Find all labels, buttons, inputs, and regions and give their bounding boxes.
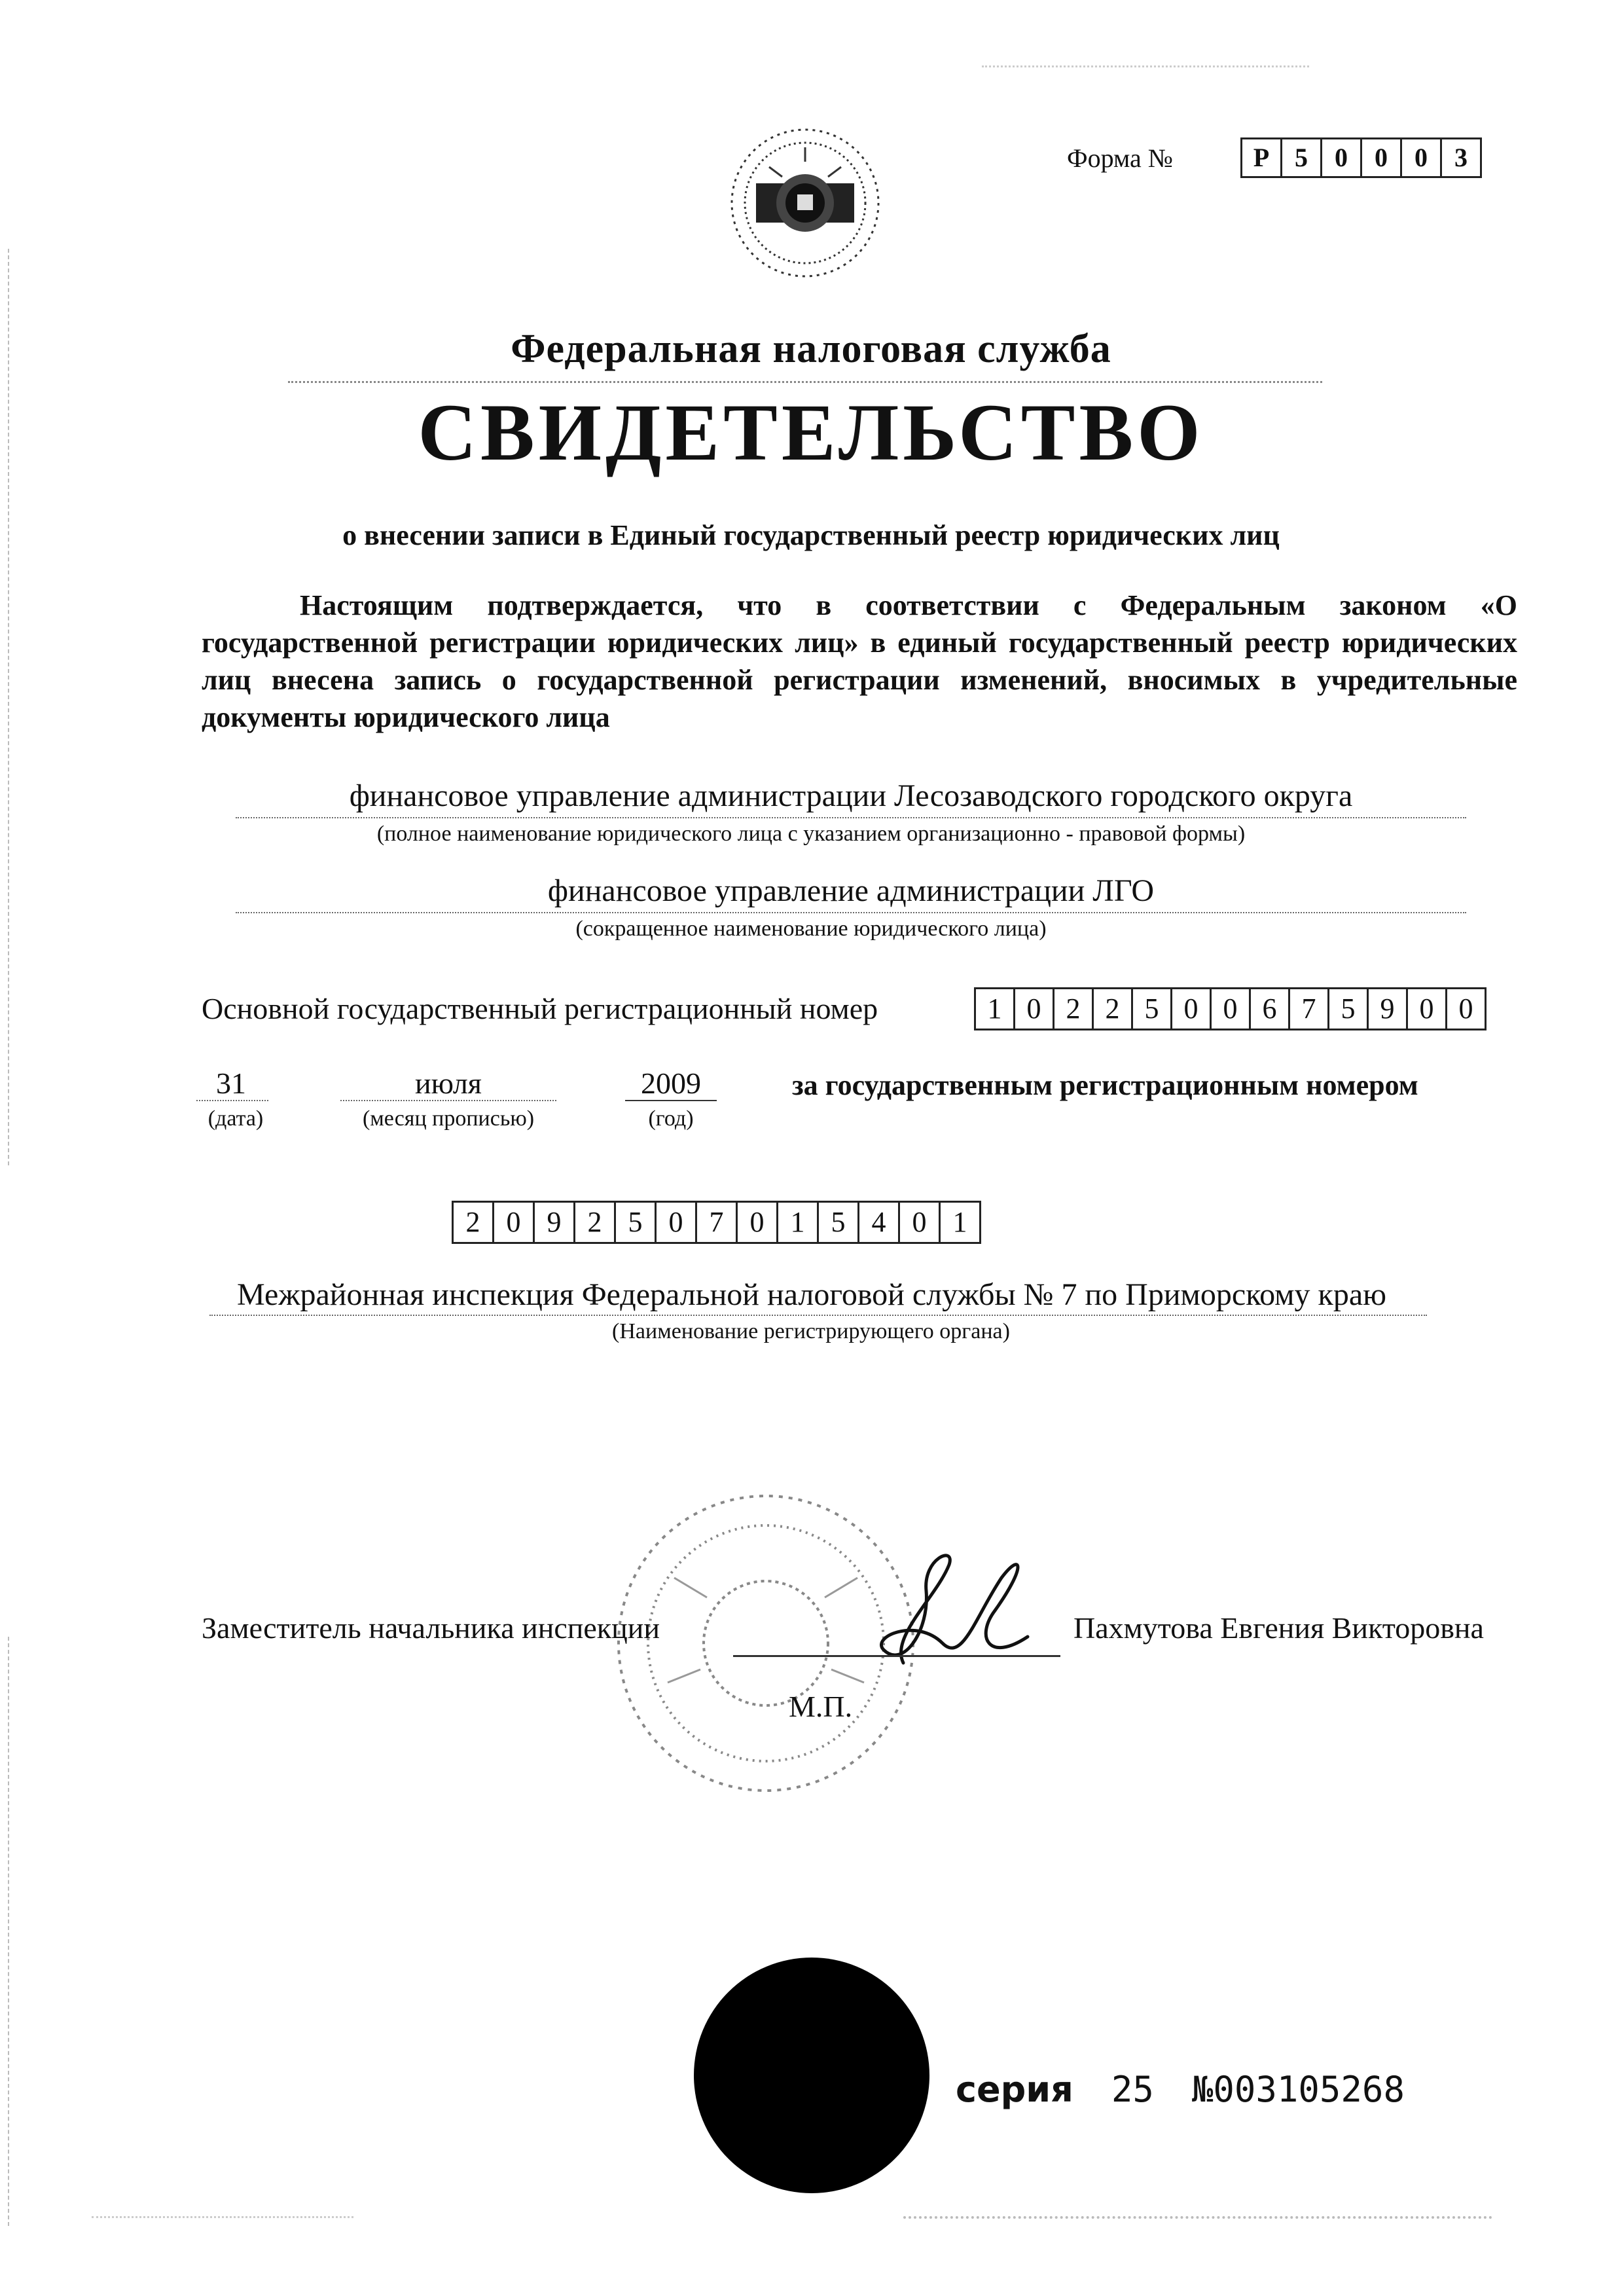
date-year-caption: (год): [648, 1106, 694, 1131]
date-month: июля: [415, 1066, 482, 1100]
scan-noise-bottom: [903, 2216, 1492, 2219]
form-label: Форма №: [1067, 143, 1173, 173]
grn-digit: 5: [817, 1201, 857, 1244]
scan-edge-mark: [8, 1637, 9, 2226]
grn-boxes: [452, 1201, 981, 1244]
date-month-line: [340, 1100, 556, 1101]
document-title: СВИДЕТЕЛЬСТВО: [418, 388, 1204, 477]
form-code-boxes: [1240, 137, 1482, 178]
ogrn-digit: 5: [1131, 987, 1170, 1030]
grn-digit: 2: [573, 1201, 614, 1244]
entity-short-name-caption: (сокращенное наименование юридического лица): [575, 917, 1047, 941]
confirmation-paragraph: Настоящим подтверждается, что в соответствии с Федеральным законом «О государственной регистрации юридических лиц» в единый государственный реестр юридических лиц внесена запись о государственной регистрации изменений, вносимых в учредительные документы юридического лица: [202, 589, 1517, 733]
agency-divider: [288, 381, 1322, 383]
date-day: 31: [216, 1066, 246, 1100]
ogrn-digit: 0: [1210, 987, 1249, 1030]
scan-noise-bottom-left: [92, 2216, 353, 2218]
form-code-cell: 0: [1400, 137, 1440, 178]
ogrn-digit: 0: [1406, 987, 1445, 1030]
entity-full-name-line: [236, 817, 1466, 818]
entity-short-name-line: [236, 912, 1466, 913]
signature-icon: [864, 1539, 1060, 1689]
date-day-line: [196, 1100, 268, 1101]
scan-edge-mark: [8, 249, 9, 1165]
grn-digit: 1: [939, 1201, 981, 1244]
grn-label: за государственным регистрационным номером: [792, 1069, 1418, 1101]
signatory-position: Заместитель начальника инспекции: [202, 1611, 660, 1645]
grn-digit: 0: [655, 1201, 695, 1244]
ogrn-digit: 2: [1053, 987, 1092, 1030]
grn-digit: 1: [776, 1201, 817, 1244]
certificate-number: №003105268: [1191, 2069, 1405, 2110]
registering-authority: Межрайонная инспекция Федеральной налоговой службы № 7 по Приморскому краю: [236, 1277, 1387, 1312]
document-subtitle: о внесении записи в Единый государственный реестр юридических лиц: [342, 519, 1280, 551]
registering-authority-line: [209, 1315, 1427, 1316]
series-number: 25: [1111, 2069, 1154, 2110]
hologram-blot: [694, 1958, 929, 2193]
date-month-caption: (месяц прописью): [362, 1106, 535, 1131]
ogrn-label: Основной государственный регистрационный номер: [202, 992, 878, 1025]
grn-digit: 0: [736, 1201, 776, 1244]
certificate-series: [956, 2069, 1405, 2110]
ogrn-digit: 1: [974, 987, 1013, 1030]
signature-line: [733, 1655, 1060, 1657]
ogrn-digit: 0: [1013, 987, 1053, 1030]
grn-digit: 0: [492, 1201, 533, 1244]
form-code-cell: 0: [1360, 137, 1400, 178]
signatory-name: Пахмутова Евгения Викторовна: [1073, 1611, 1484, 1645]
grn-digit: 0: [898, 1201, 939, 1244]
ogrn-digit: 7: [1288, 987, 1327, 1030]
registering-authority-caption: (Наименование регистрирующего органа): [612, 1319, 1010, 1343]
seal-mark: М.П.: [789, 1690, 853, 1723]
ogrn-boxes: [974, 987, 1487, 1030]
fns-emblem-icon: [723, 121, 887, 285]
ogrn-digit: 0: [1445, 987, 1487, 1030]
series-label: серия: [956, 2069, 1073, 2110]
date-year: 2009: [641, 1066, 701, 1100]
form-code-cell: 3: [1440, 137, 1482, 178]
entity-short-name: финансовое управление администрации ЛГО: [547, 873, 1155, 908]
date-year-line: [625, 1100, 717, 1101]
entity-full-name-caption: (полное наименование юридического лица с указанием организационно - правовой формы): [376, 822, 1246, 846]
ogrn-digit: 0: [1170, 987, 1210, 1030]
entity-full-name: финансовое управление администрации Лесозаводского городского округа: [349, 778, 1353, 813]
grn-digit: 9: [533, 1201, 573, 1244]
ogrn-digit: 6: [1249, 987, 1288, 1030]
ogrn-digit: 9: [1367, 987, 1406, 1030]
grn-digit: 4: [857, 1201, 898, 1244]
form-code-cell: 0: [1320, 137, 1360, 178]
form-code-cell: 5: [1280, 137, 1320, 178]
form-code-cell: Р: [1240, 137, 1280, 178]
agency-name: Федеральная налоговая служба: [511, 327, 1111, 371]
scan-noise-top: [982, 65, 1309, 67]
grn-digit: 7: [695, 1201, 736, 1244]
date-day-caption: (дата): [207, 1106, 264, 1131]
grn-digit: 5: [614, 1201, 655, 1244]
ogrn-digit: 5: [1327, 987, 1367, 1030]
grn-digit: 2: [452, 1201, 492, 1244]
ogrn-digit: 2: [1092, 987, 1131, 1030]
